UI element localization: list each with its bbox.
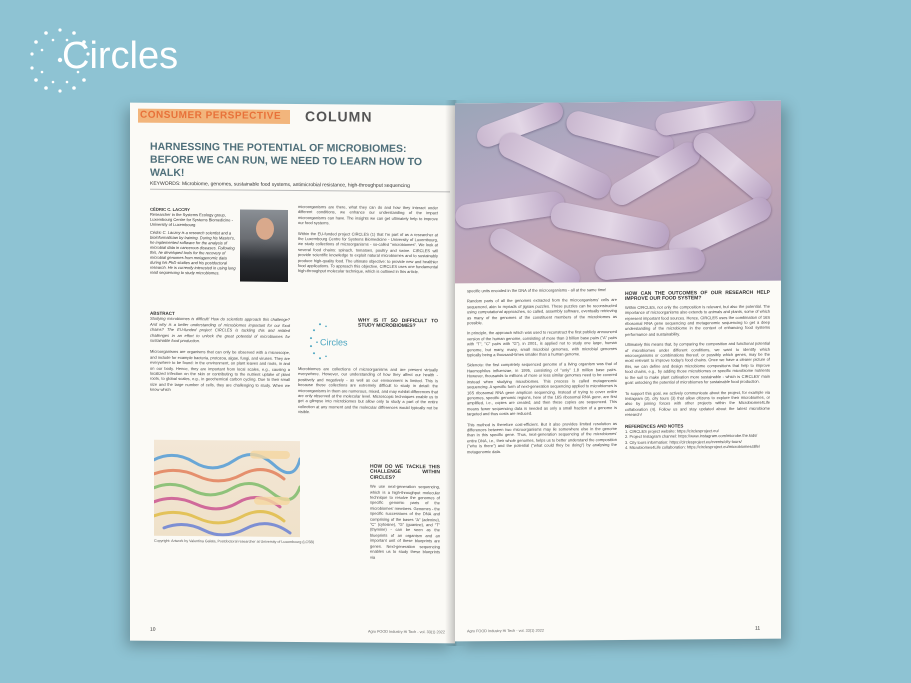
page-number-left: 10 <box>150 626 156 633</box>
right-col1-p3: In principle, the approach which was used to reconstruct the first publicly announced version of the human genome, consisting of more than 3 billion base pairs ("A" pairs with "T", "C" pairs with "G"), in 2001, is applied not to study one large, human genome, but many, many, small microbial genomes, with microbial genomes typically being a thousand-times smaller than a human genome. <box>467 329 617 358</box>
footer-left: Agro FOOD Industry Hi Tech - vol. 33(1) 2022 <box>368 629 445 635</box>
references-heading: REFERENCES AND NOTES <box>625 422 684 429</box>
bacteria-photo <box>455 101 781 284</box>
article-title <box>150 141 440 183</box>
help-text: Within CIRCLES, not only the composition is relevant, but also the potential. The importance of microorganisms also extends to animals and plants, some of which represent important food sources. Hence, CIRCLES uses the combination of 16S ribosomal RNA gene sequencing and metagenomic sequencing to get a deep understanding of the microbiome in the context of enhancing food systems performance and sustainability. <box>625 303 770 337</box>
artwork-illustration <box>154 440 300 537</box>
column-two <box>298 204 438 275</box>
intro-text: Microorganisms are organisms that can only be observed with a microscope, and include for example bacteria, protozoa, algae, fungi, and viruses. They are everywhere to be found: in the environment, on plant leaves and roots, in and on our body. Hence, they are important from local scales, e.g., causing a localized infection on the skin or contributing to the nutrient uptake of plant roots, to global scales, e.g., in geochemical carbon cycling. Due to their small size and the large number of cells, they are challenging to study. When we know which <box>150 349 290 393</box>
col2-text: microorganisms are there, what they can do and how they interact under different conditions, we enhance our understanding of the impact microorganisms can have. The insights we can get ultimately help to improve our food systems. <box>298 204 438 226</box>
how-text: We use next-generation sequencing, which is a high-throughput molecular technique to resolve the genomes of specific genomic parts of the microbiomes' members. Genomes - the specific successions of the DNA and comprising of the bases "A" (adenine), "C" (cytosine), "G" (guanine), and "T" (thymine) - can be seen as the blueprints of an organism and an important unit of these blueprints are genes. Next-generation sequencing enables us to study these blueprints via <box>370 483 440 560</box>
abstract-text: Studying microbiomes is difficult! How do scientists approach this challenge? And why is a better understanding of microbiomes important for our food chains? The EU-funded project CIRCLES is tackling this and related challenges in an effort to unlock the great potential of microbiomes for sustainable food production. <box>150 316 290 344</box>
image-caption: Copyright: Artwork by Valentina Galata, Postdoctoral researcher at University of Luxembourg (LCSB) <box>154 538 315 545</box>
right-page <box>455 101 781 642</box>
right-col1-p2: Random parts of all the genomes extracted from the microorganisms' cells are sequenced, akin to myriads of jigsaw puzzles. These puzzles can be reconstructed using computational approaches, so called, assembly software, eventually retrieving as many of the genomes of the constituent members of the microbiomes as possible. <box>467 297 617 326</box>
author-bio: Cédric C. Laczny is a research scientist and a bioinformatician by training. During his Master's, he implemented software for the analysis of microbial data in cancerous diseases. Following this, he developed tools for the recovery of microbial genomes from metagenomic data during his PhD studies and his postdoctoral research. He is currently interested in using long read sequencing to study microbiomes. <box>150 229 236 276</box>
page-number-right: 11 <box>755 625 761 632</box>
column-label: COLUMN <box>305 108 373 125</box>
support-text: To support this goal, we actively communicate about the project, for example via Instagram (2), city tours (3) that allow citizens to explore their microbiomes, or also by joining forces with other projects within the Microbiomes4Life collaboration (4). Follow us and stay updated about the latest microbiome research! <box>625 389 770 418</box>
left-page <box>130 103 455 644</box>
keywords: KEYWORDS: Microbiome, genomes, sustainable food systems, antimicrobial resistance, high-throughput sequencing <box>150 180 410 190</box>
author-face <box>256 218 274 240</box>
abstract-heading: ABSTRACT <box>150 310 175 316</box>
section-tab: CONSUMER PERSPECTIVE <box>140 109 282 122</box>
right-col1-p4: Sidenote: the first completely sequenced genome of a living organism was that of Haemophilus influenzae, in 1995, consisting of "only" 1.8 million base pairs. However, thousands to millions of more or less similar genomes need to be covered instead when studying microbiomes. This process is called metagenomic sequencing. A specific form of next-generation sequencing applied to microbiomes is 16S ribosomal RNA gene amplicon sequencing. Instead of trying to cover entire genomes, specific genomic regions, here of the 16S ribosomal RNA gene, are first amplified, i.e., copies are created, and then these copies are sequenced. This means fewer sequencing data is needed as only a small fraction of a genome is targeted and thus costs are reduced. <box>467 361 617 417</box>
why-text-block <box>298 366 438 416</box>
abstract-section <box>150 311 290 394</box>
how-section <box>370 465 440 561</box>
help-text-b: Ultimately this means that, by comparing the composition and functional potential of microbiomes under different conditions, we want to identify which microorganisms or combinations thereof, or possibly which genes, may be the most relevant to improve today's food chains. Once we have a clearer picture of this, we can define and design microbiome compositions that help to improve food chains, e.g., by adding those microbiomes or specific microbiome nutrients to the soil to make plant cultivation more sustainable - which is CIRCLES' main goal: unlocking the potential of microbiomes for sustainable food production. <box>625 340 770 386</box>
how-heading: HOW DO WE TACKLE THIS CHALLENGE WITHIN CIRCLES? <box>370 463 440 481</box>
help-heading: HOW CAN THE OUTCOMES OF OUR RESEARCH HELP IMPROVE OUR FOOD SYSTEM? <box>625 289 770 303</box>
why-text: Microbiomes are collections of microorganisms and are present virtually everywhere. However, our understanding of how they affect our health - positively and negatively - as well as our environment is limited. This is because these collections are extremely difficult to study in detail: the microorganisms in them are numerous, mixed, and may exhibit differences that are only observed at the molecular level. Microscopic techniques enable us to get a glimpse into microbiomes but allow only to study a part of the entire collection at any moment and the molecular differences would typically not be visible. <box>298 366 438 415</box>
why-section <box>358 319 438 331</box>
reference-item: 3. City tours information: https://circlesproject.eu/events/city-tours/ <box>625 438 742 445</box>
reference-item: 2. Project Instagram channel: https://www.instagram.com/microbe.the.kids/ <box>625 433 758 440</box>
right-column-two <box>625 291 770 451</box>
footer-right: Agro FOOD Industry Hi Tech - vol. 33(1) 2022 <box>467 628 544 634</box>
circles-inline-logo <box>306 318 354 364</box>
author-affiliation: Researcher in the Systems Ecology group, Luxembourg Centre for Systems Biomedicine - University of Luxembourg <box>150 211 233 228</box>
col2-text-b: Within the EU-funded project CIRCLES (1) that I'm part of as a researcher at the Luxembourg Centre for Systems Biomedicine - University of Luxembourg, we study collections of microorganisms - so-called "microbiomes". We look at several food chains: spinach, tomatoes, poultry and swine. CIRCLES will provide scientific knowledge to exploit natural microbiomes and to sustainably produce high-quality food. The ultimate objective: to provide new and healthier food applications. To approach this objective, CIRCLES uses one fundamental high-throughput molecular technique, which is outlined in this article. <box>298 230 438 275</box>
right-col1-top: specific units encoded in the DNA of the microorganisms - all at the same time! <box>467 287 607 294</box>
title-line-2: BEFORE WE CAN RUN, WE NEED TO LEARN HOW TO WALK! <box>150 153 423 180</box>
divider <box>150 189 450 193</box>
inline-logo-text: Circles <box>320 337 348 348</box>
right-col1-p5: This method is therefore cost-efficient. But it also provides limited resolution as differences between two microorganisms may lie somewhere else in the genome than in this specific gene. Thus, next-generation sequencing of the microbiomes' entire DNA, i.e., their whole genomes, helps us to better understand the composition ("who is there") and the potential ("what could they be doing") by analysing the metagenomic data. <box>467 420 617 454</box>
author-box <box>150 207 238 300</box>
title-line-1: HARNESSING THE POTENTIAL OF MICROBIOMES: <box>150 140 407 155</box>
right-column-one <box>467 287 617 454</box>
logo-text: Circles <box>62 35 179 77</box>
reference-item: 4. Microbiomes4Life collaboration: https://circlesproject.eu/microbiomes4life/ <box>625 443 760 451</box>
author-name: CÉDRIC C. LACCRY <box>150 206 190 213</box>
bacteria-artwork <box>154 440 300 537</box>
reference-item: 1. CIRCLES project website: https://circlesproject.eu/ <box>625 428 719 434</box>
why-heading: WHY IS IT SO DIFFICULT TO STUDY MICROBIOMES? <box>358 317 438 330</box>
